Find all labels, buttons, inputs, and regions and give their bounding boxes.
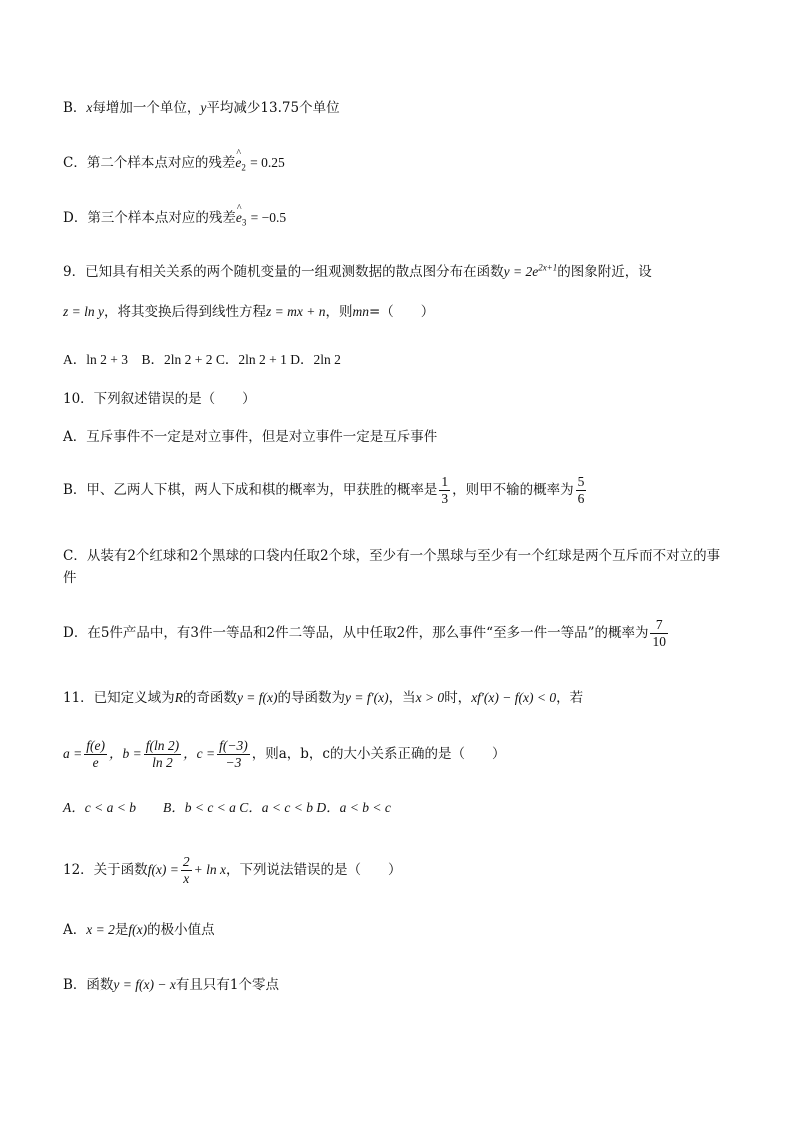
math-expr: f(x) = bbox=[147, 862, 179, 877]
option-12b bbox=[63, 975, 279, 995]
text: 每增加一个单位， bbox=[92, 100, 201, 116]
math-expr: mn bbox=[352, 304, 369, 319]
numerator: f(ln 2) bbox=[145, 738, 180, 753]
math-expr: ，c = bbox=[183, 746, 216, 761]
denominator: x bbox=[183, 871, 190, 886]
fraction-a bbox=[84, 738, 107, 771]
option-10d bbox=[63, 617, 670, 650]
question-stem: 10．下列叙述错误的是（ ） bbox=[63, 391, 256, 407]
text: 的奇函数 bbox=[182, 690, 237, 706]
math-expr: ，b = bbox=[108, 746, 142, 761]
question-11-line2 bbox=[63, 738, 505, 771]
subscript: 2 bbox=[241, 162, 246, 173]
option-text: A．互斥事件不一定是对立事件，但是对立事件一定是互斥事件 bbox=[63, 429, 438, 445]
text: ，当 bbox=[388, 690, 416, 706]
math-expr: y = f(x) bbox=[236, 690, 278, 705]
denominator: ln 2 bbox=[152, 755, 173, 770]
denominator: e bbox=[92, 755, 99, 770]
residual-symbol: ^ e bbox=[235, 153, 241, 173]
question-11-line1 bbox=[63, 688, 583, 708]
question-9-line2 bbox=[63, 302, 434, 322]
text: =（ ） bbox=[368, 304, 435, 320]
math-expr: a = bbox=[63, 746, 83, 761]
text: 的极小值点 bbox=[147, 922, 215, 938]
numerator: 7 bbox=[650, 617, 668, 634]
residual-symbol: ^ e bbox=[236, 208, 242, 228]
question-stem: 9．已知具有相关关系的两个随机变量的一组观测数据的散点图分布在函数 bbox=[63, 264, 504, 280]
fraction-seven-tenths bbox=[650, 617, 668, 650]
fraction-b bbox=[144, 738, 181, 771]
math-expr: z = mx + n bbox=[265, 304, 326, 319]
numerator: 5 bbox=[577, 474, 585, 489]
question-stem: 12．关于函数 bbox=[63, 862, 148, 878]
fraction-five-sixths bbox=[576, 474, 587, 507]
text: C．第二个样本点对应的残差 bbox=[63, 155, 236, 171]
math-expr: + ln x bbox=[193, 862, 227, 877]
text: 是 bbox=[114, 922, 129, 938]
option-8c bbox=[63, 153, 285, 173]
math-expr: x > 0 bbox=[415, 690, 445, 705]
math-expr: y = f(x) − x bbox=[113, 977, 176, 992]
math-expr: z = ln y bbox=[63, 304, 104, 319]
text: 时， bbox=[444, 690, 472, 706]
option-12a bbox=[63, 920, 215, 940]
question-9-options bbox=[63, 350, 341, 370]
question-10-stem bbox=[63, 389, 256, 409]
numerator: 1 bbox=[441, 474, 449, 489]
text: 的导函数为 bbox=[277, 690, 346, 706]
math-var: y bbox=[200, 100, 207, 115]
question-stem: 11．已知定义域为 bbox=[63, 690, 175, 706]
math-set: R bbox=[174, 690, 183, 705]
text: 有且只有1个零点 bbox=[175, 977, 279, 993]
option-10a bbox=[63, 427, 437, 447]
question-11-options bbox=[63, 798, 391, 818]
math-var: x bbox=[86, 100, 93, 115]
text: 的图象附近，设 bbox=[557, 264, 652, 280]
options-text: A．ln 2 + 3 B．2ln 2 + 2 C．2ln 2 + 1 D．2ln 2 bbox=[63, 352, 341, 367]
option-10b bbox=[63, 474, 588, 507]
option-label: B．函数 bbox=[63, 977, 114, 993]
option-10c bbox=[63, 545, 733, 589]
numerator: 2 bbox=[182, 854, 190, 869]
denominator: −3 bbox=[225, 755, 242, 770]
text: ，则 bbox=[325, 304, 353, 320]
fraction-2-over-x bbox=[181, 854, 192, 887]
text: ，若 bbox=[556, 690, 584, 706]
text: D．第三个样本点对应的残差 bbox=[63, 210, 236, 226]
numerator: f(e) bbox=[86, 738, 105, 753]
subscript: 3 bbox=[241, 217, 247, 228]
option-label: A． bbox=[63, 922, 87, 938]
text: ，下列说法错误的是（ ） bbox=[226, 862, 402, 878]
text: 平均减少13.75个单位 bbox=[206, 100, 340, 116]
math-function: y = 2e bbox=[503, 264, 539, 279]
text: ，将其变换后得到线性方程 bbox=[103, 304, 266, 320]
exponent: 2x+1 bbox=[538, 262, 558, 273]
question-9-line1 bbox=[63, 262, 652, 282]
denominator: 3 bbox=[441, 491, 449, 506]
option-8d bbox=[63, 208, 286, 228]
math-value: = 0.25 bbox=[250, 155, 285, 170]
denominator: 6 bbox=[577, 491, 585, 506]
options-text: A．c < a < b B．b < c < a C．a < c < b D．a < b < c bbox=[63, 800, 391, 815]
fraction-c bbox=[217, 738, 250, 771]
text: ，则a，b，c的大小关系正确的是（ ） bbox=[251, 746, 506, 762]
question-12-stem bbox=[63, 854, 402, 887]
math-value: = −0.5 bbox=[250, 210, 287, 225]
math-expr: x = 2 bbox=[86, 922, 115, 937]
numerator: f(−3) bbox=[219, 738, 248, 753]
text: ，则甲不输的概率为 bbox=[452, 482, 574, 498]
math-expr: y = f′(x) bbox=[345, 690, 389, 705]
option-text: B．甲、乙两人下棋，两人下成和棋的概率为，甲获胜的概率是 bbox=[63, 482, 438, 498]
option-text: C．从装有2个红球和2个黑球的口袋内任取2个球，至少有一个黑球与至少有一个红球是两个互斥而不对立的事件 bbox=[63, 548, 721, 586]
denominator: 10 bbox=[652, 634, 666, 649]
option-8b bbox=[63, 98, 340, 118]
option-text: D．在5件产品中，有3件一等品和2件二等品，从中任取2件，那么事件“至多一件一等品”的概率为 bbox=[63, 625, 649, 641]
option-label: B． bbox=[63, 100, 87, 116]
math-expr: f(x) bbox=[128, 922, 148, 937]
math-expr: xf′(x) − f(x) < 0 bbox=[471, 690, 557, 705]
fraction-one-third bbox=[439, 474, 450, 507]
